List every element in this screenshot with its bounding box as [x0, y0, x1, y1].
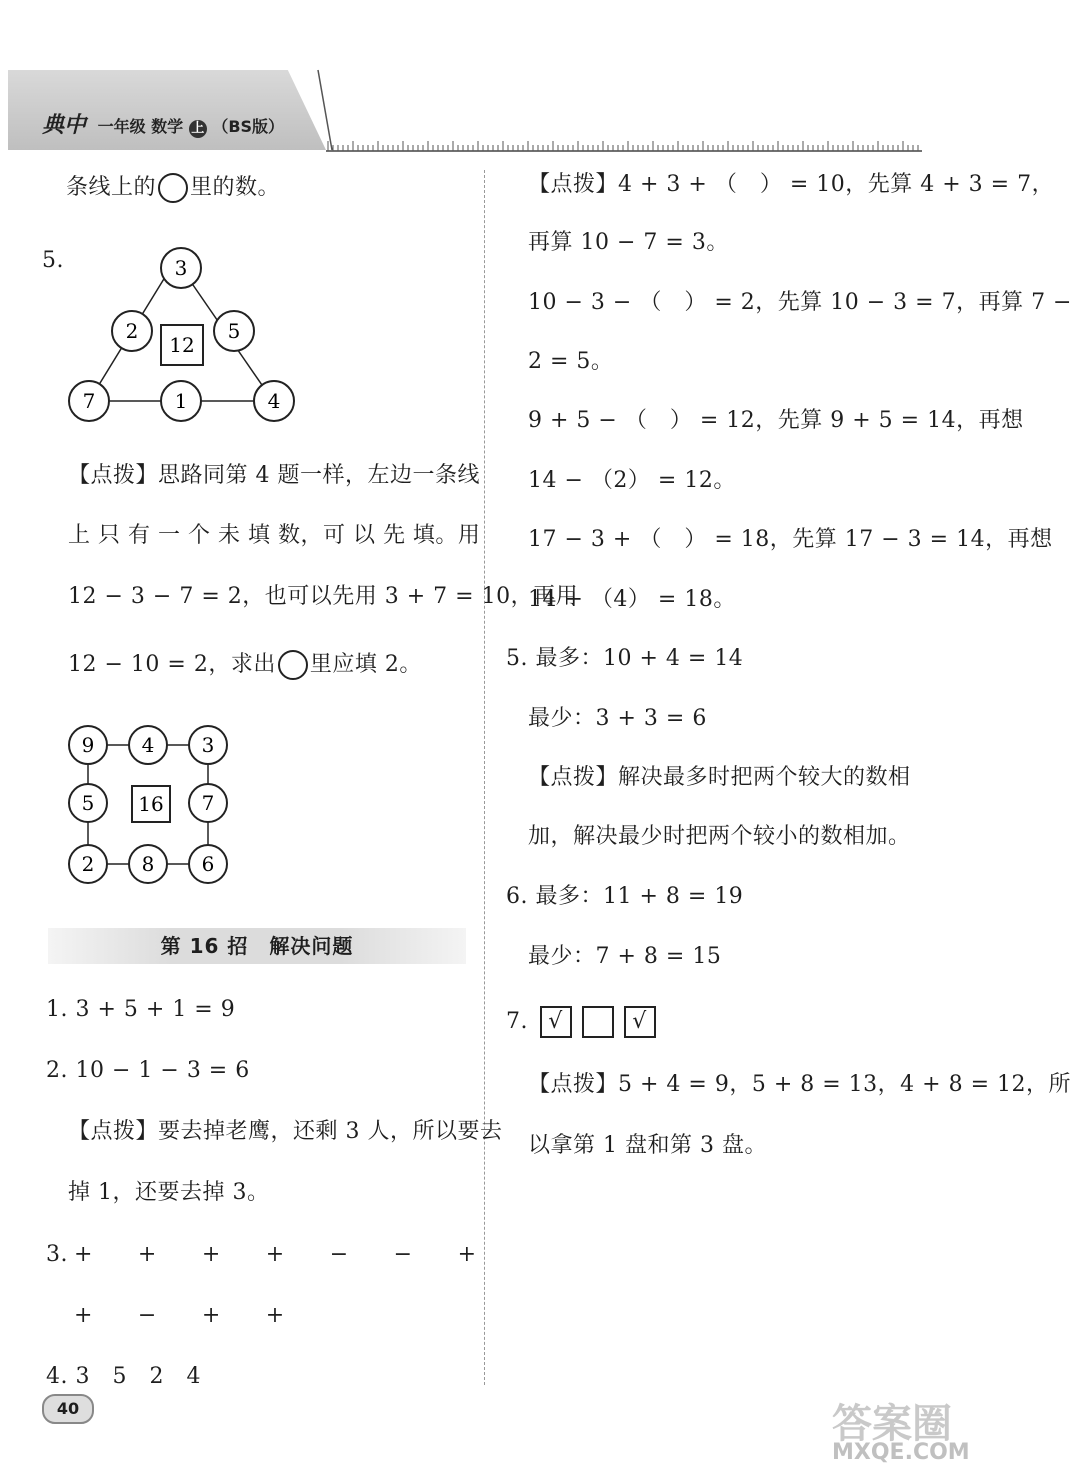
- triangle-diagram: [62, 244, 304, 430]
- tip-line-2: 上 只 有 一 个 未 填 数，可 以 先 填。用: [68, 523, 481, 548]
- svg-text:12: 12: [169, 333, 195, 357]
- tri-node-right-mid: [214, 311, 254, 351]
- tip-text: 解决最多时把两个较大的数相: [618, 765, 911, 790]
- tip-text: 要去掉老鹰，还剩 3 人，所以要去: [158, 1119, 503, 1144]
- right-line-7: 17 − 3 + （ ） = 18，先算 17 − 3 = 14，再想: [528, 527, 1053, 552]
- right-line-2: 再算 10 − 7 = 3。: [528, 230, 729, 255]
- edition-label: （BS版）: [212, 117, 285, 136]
- subject-title: 一年级 数学: [97, 117, 184, 136]
- answer-6-line-2: 最少：7 + 8 = 15: [528, 944, 722, 969]
- page-number: 40: [42, 1394, 94, 1424]
- tip-text: 4 + 3 + （ ） = 10，先算 4 + 3 = 7，: [618, 172, 1055, 197]
- tri-node-bottom-mid: [161, 381, 201, 421]
- tri-node-bottom-right: [254, 381, 294, 421]
- tip-text-a: 12 − 10 = 2，求出: [68, 652, 276, 677]
- answer-7-number: 7.: [506, 1009, 528, 1034]
- svg-text:3: 3: [174, 256, 188, 280]
- question-5-number: 5.: [42, 248, 64, 273]
- answer-2-tip-line-1: [68, 1117, 503, 1147]
- section-title: 第 16 招 解决问题: [160, 934, 354, 958]
- svg-text:5: 5: [227, 319, 241, 343]
- sq-node-br: [189, 845, 227, 883]
- answer-5-line-1: 5. 最多：10 + 4 = 14: [506, 646, 744, 671]
- tip-text-b: 里应填 2。: [309, 652, 422, 677]
- svg-text:2: 2: [81, 852, 95, 876]
- tip-label: 【点拨】: [68, 463, 159, 488]
- sq-node-bm: [129, 845, 167, 883]
- answer-6-line-1: 6. 最多：11 + 8 = 19: [506, 884, 744, 909]
- answer-3-number: 3.: [46, 1242, 68, 1267]
- svg-text:4: 4: [267, 389, 281, 413]
- section-header: [48, 928, 466, 964]
- checkbox-3-checked: √: [624, 1006, 656, 1038]
- svg-text:9: 9: [81, 733, 95, 757]
- answer-7: [506, 1006, 666, 1038]
- svg-text:6: 6: [201, 852, 215, 876]
- svg-text:4: 4: [141, 733, 155, 757]
- answer-2: 2. 10 − 1 − 3 = 6: [46, 1058, 250, 1083]
- answer-5-tip-line-1: [528, 763, 911, 793]
- watermark-url: MXQE.COM: [832, 1440, 970, 1465]
- tri-node-bottom-left: [69, 381, 109, 421]
- circle-blank-icon: [158, 173, 188, 203]
- sq-node-ml: [69, 784, 107, 822]
- answer-3-row-2: + − + +: [74, 1303, 285, 1328]
- tip-line-3: 12 − 3 − 7 = 2，也可以先用 3 + 7 = 10，再用: [68, 584, 579, 609]
- tip-line-4: [68, 650, 422, 680]
- brand-logo: 典中: [42, 113, 87, 138]
- tip-label: 【点拨】: [528, 172, 619, 197]
- svg-text:7: 7: [82, 389, 96, 413]
- sq-node-tr: [189, 726, 227, 764]
- answer-5-tip-line-2: 加，解决最少时把两个较小的数相加。: [528, 824, 911, 849]
- svg-text:2: 2: [125, 319, 139, 343]
- right-line-4: 2 = 5。: [528, 349, 614, 374]
- tip-line-1: [68, 461, 480, 491]
- right-line-5: 9 + 5 − （ ） = 12，先算 9 + 5 = 14，再想: [528, 408, 1024, 433]
- tip-text: 5 + 4 = 9，5 + 8 = 13，4 + 8 = 12，所: [618, 1072, 1072, 1097]
- svg-text:5: 5: [81, 791, 95, 815]
- column-divider: [484, 170, 485, 1385]
- header-slant: [318, 70, 338, 152]
- answer-4: 4. 3 5 2 4: [46, 1364, 201, 1389]
- answer-1: 1. 3 + 5 + 1 = 9: [46, 997, 236, 1022]
- tip-text: 思路同第 4 题一样，左边一条线: [158, 463, 480, 488]
- answer-3-row-1: + + + + − − +: [74, 1242, 477, 1267]
- circle-blank-icon: [278, 650, 308, 680]
- intro-text-a: 条线上的: [66, 175, 157, 200]
- intro-text-b: 里的数。: [190, 175, 281, 200]
- right-tip-line-1: [528, 170, 1054, 200]
- svg-text:16: 16: [138, 792, 164, 816]
- sq-node-tl: [69, 726, 107, 764]
- checkbox-1-checked: √: [540, 1006, 572, 1038]
- sq-node-tm: [129, 726, 167, 764]
- answer-2-tip-line-2: 掉 1，还要去掉 3。: [68, 1180, 270, 1205]
- svg-text:1: 1: [174, 389, 188, 413]
- checkbox-2-empty: [582, 1006, 614, 1038]
- tri-center-box: [161, 325, 203, 365]
- intro-line: [66, 173, 280, 203]
- tri-node-left-mid: [112, 311, 152, 351]
- tri-node-top: [161, 248, 201, 288]
- answer-7-tip-line-1: [528, 1070, 1071, 1100]
- answer-7-tip-line-2: 以拿第 1 盘和第 3 盘。: [528, 1133, 767, 1158]
- tip-label: 【点拨】: [528, 1072, 619, 1097]
- book-title: [42, 108, 284, 139]
- svg-text:3: 3: [201, 733, 215, 757]
- watermark-logo: 答案圈: [832, 1401, 952, 1447]
- answer-5-line-2: 最少：3 + 3 = 6: [528, 706, 707, 731]
- square-diagram: [64, 722, 234, 890]
- right-line-8: 14 + （4） = 18。: [528, 587, 736, 612]
- svg-text:7: 7: [201, 791, 215, 815]
- right-line-6: 14 − （2） = 12。: [528, 468, 736, 493]
- right-line-3: 10 − 3 − （ ） = 2，先算 10 − 3 = 7，再算 7 −: [528, 290, 1072, 315]
- header-ruler: [326, 140, 922, 152]
- tip-label: 【点拨】: [528, 765, 619, 790]
- volume-badge: 上: [189, 120, 207, 138]
- svg-text:8: 8: [141, 852, 155, 876]
- sq-node-bl: [69, 845, 107, 883]
- tip-label: 【点拨】: [68, 1119, 159, 1144]
- sq-center-box: [132, 786, 170, 822]
- sq-node-mr: [189, 784, 227, 822]
